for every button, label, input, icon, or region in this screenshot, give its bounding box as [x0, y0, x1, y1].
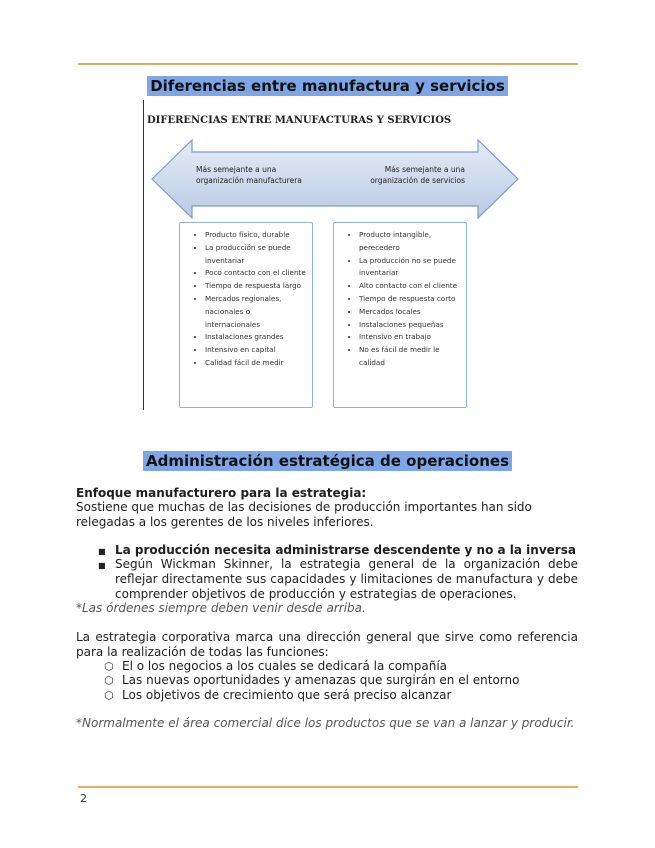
list-item: • Tiempo de respuesta corto — [359, 293, 460, 306]
list-item: • Poco contacto con el cliente — [205, 267, 306, 280]
square-bullet-icon: ■ — [98, 547, 106, 556]
hexagon-bullet-icon: ⬡ — [104, 660, 114, 673]
function-item: El o los negocios a los cuales se dedicará la compañía — [122, 659, 448, 673]
service-orientation-label: Más semejante a una organización de servicios — [370, 165, 465, 185]
page-number: 2 — [80, 792, 87, 805]
list-item: • Tiempo de respuesta largo — [205, 280, 306, 293]
bullet-item-skinner: Según Wickman Skinner, la estrategia general de la organización debe reflejar directamente sus capacidades y limitaciones de manufactura y debe comprender objetivos de producción y estrategias de operaciones. — [115, 557, 578, 601]
list-item: • La producción se puede inventariar — [205, 242, 306, 268]
differences-diagram — [140, 100, 525, 412]
strategy-intro: Sostiene que muchas de las decisiones de producción importantes han sido relegadas a los gerentes de los niveles inferiores. — [76, 500, 532, 529]
function-item: Las nuevas oportunidades y amenazas que surgirán en el entorno — [122, 673, 520, 687]
strategy-subheading: Enfoque manufacturero para la estrategia: — [76, 486, 367, 500]
manufacturing-orientation-label: Más semejante a una organización manufacturera — [196, 165, 302, 185]
note-commercial-area: *Normalmente el área comercial dice los productos que se van a lanzar y producir. — [76, 716, 575, 730]
diagram-left-border — [143, 100, 144, 410]
header-rule — [78, 63, 578, 65]
footer-rule — [78, 786, 578, 788]
list-item: • Mercados regionales, nacionales o internacionales — [205, 293, 306, 331]
section-heading-strategy: Administración estratégica de operaciones — [0, 452, 655, 470]
corporate-strategy-paragraph: La estrategia corporativa marca una dirección general que sirve como referencia para la realización de todas las funciones: — [76, 630, 578, 659]
service-characteristics-box — [333, 222, 467, 408]
square-bullet-icon: ■ — [98, 561, 106, 570]
list-item: • La producción no se puede inventariar — [359, 255, 460, 281]
function-item: Los objetivos de crecimiento que será preciso alcanzar — [122, 688, 452, 702]
section-heading-differences: Diferencias entre manufactura y servicios — [0, 77, 655, 95]
list-item: • Producto intangible, perecedero — [359, 229, 460, 255]
list-item: • No es fácil de medir le calidad — [359, 344, 460, 370]
hexagon-bullet-icon: ⬡ — [104, 674, 114, 687]
note-orders: *Las órdenes siempre deben venir desde arriba. — [76, 601, 366, 615]
manufacturing-characteristics-box — [179, 222, 313, 408]
list-item: • Mercados locales — [359, 306, 460, 319]
hexagon-bullet-icon: ⬡ — [104, 689, 114, 702]
list-item: • Producto físico, durable — [205, 229, 306, 242]
bullet-item-top-down: La producción necesita administrarse descendente y no a la inversa — [115, 543, 576, 557]
list-item: • Intensivo en trabajo — [359, 331, 460, 344]
list-item: • Instalaciones pequeñas — [359, 319, 460, 332]
list-item: • Instalaciones grandes — [205, 331, 306, 344]
list-item: • Intensivo en capital — [205, 344, 306, 357]
diagram-title: DIFERENCIAS ENTRE MANUFACTURAS Y SERVICIOS — [147, 115, 452, 126]
list-item: • Alto contacto con el cliente — [359, 280, 460, 293]
list-item: • Calidad fácil de medir — [205, 357, 306, 370]
